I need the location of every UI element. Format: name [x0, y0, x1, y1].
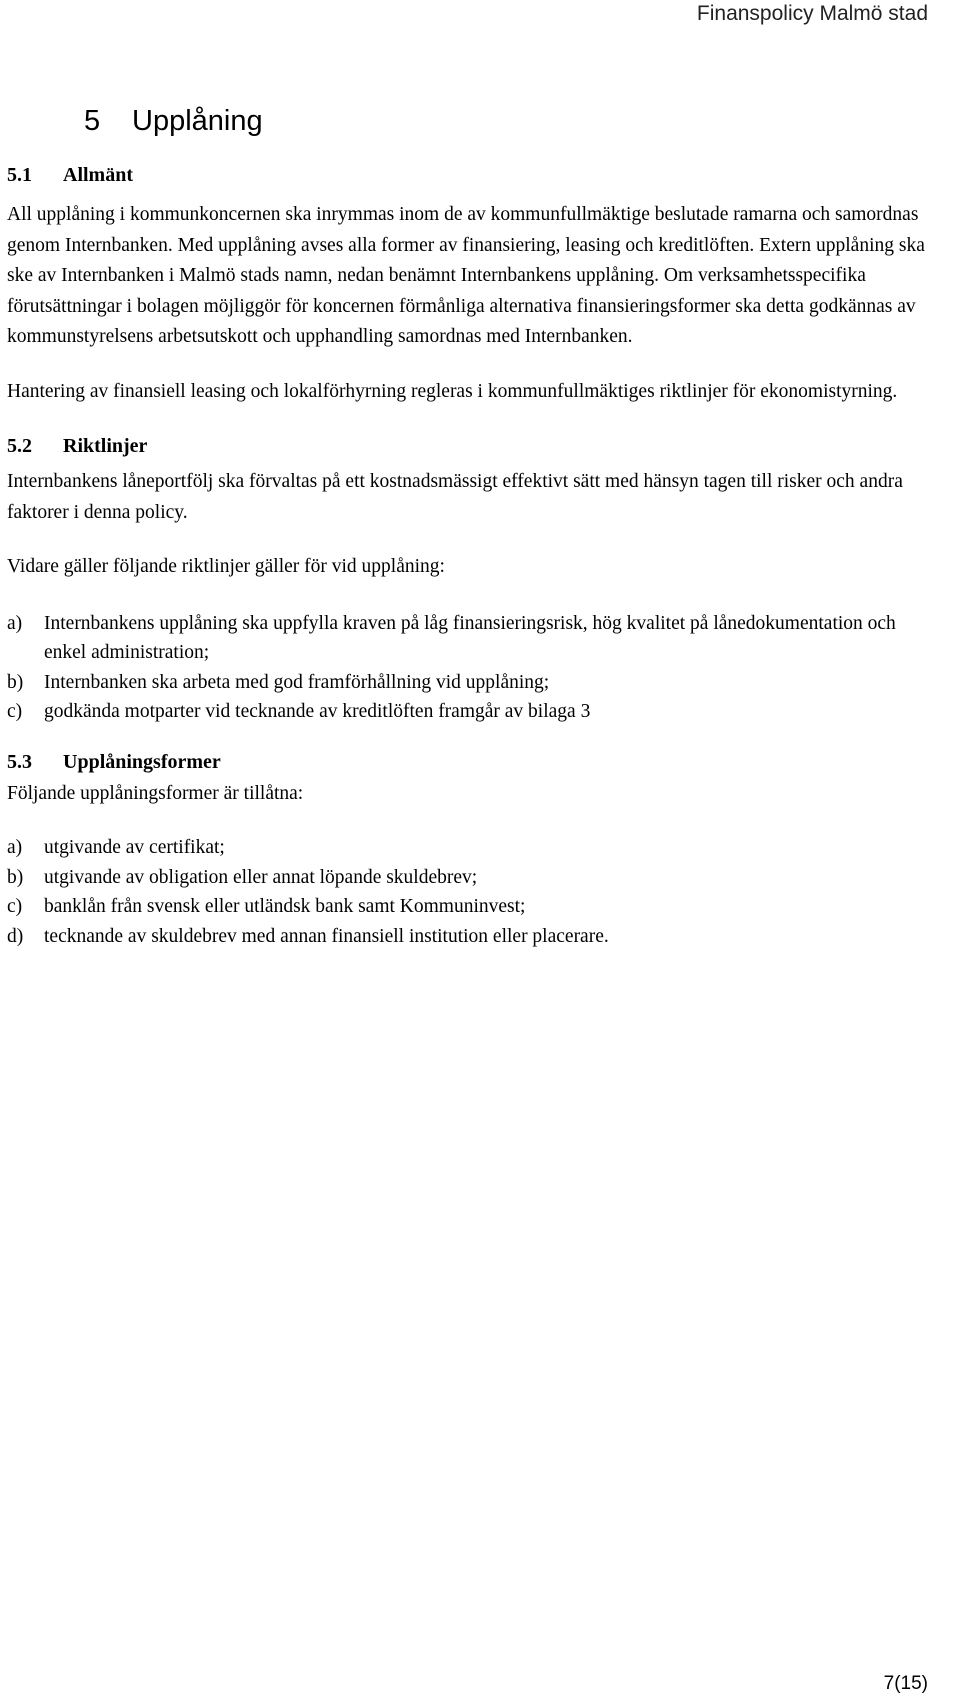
list-item-text: banklån från svensk eller utländsk bank samt Kommuninvest;	[44, 896, 526, 917]
page-header: Finanspolicy Malmö stad	[696, 2, 928, 25]
list-marker: a)	[7, 837, 23, 858]
list-marker: c)	[7, 896, 23, 917]
page-number: 7(15)	[883, 1673, 928, 1694]
section-heading-allmant	[7, 160, 942, 190]
paragraph: Vidare gäller följande riktlinjer gäller för vid upplåning:	[7, 556, 445, 577]
list-marker: b)	[7, 866, 24, 888]
paragraph: All upplåning i kommunkoncernen ska inrymmas inom de av kommunfullmäktige beslutade ramarna och samordnas genom Internbanken. Med upplåning avses alla former av finansiering, leasing och kreditlöften. Extern upplåning ska ske av Internbanken i Malmö stads namn, nedan benämnt Internbankens upplåning. Om verksamhetsspecifika förutsättningar i bolagen möjliggör för koncernen förmånliga alternativa finansieringsformer ska detta godkännas av kommunstyrelsens arbetsutskott och upphandling samordnas med Internbanken.	[7, 204, 925, 347]
paragraph: Följande upplåningsformer är tillåtna:	[7, 782, 304, 804]
list-item-text: utgivande av certifikat;	[44, 837, 225, 858]
section-title: Upplåningsformer	[63, 750, 221, 773]
section-number: 5.2	[7, 435, 32, 457]
list-item	[7, 668, 942, 698]
list-item-text: Internbankens upplåning ska uppfylla kraven på låg finansieringsrisk, hög kvalitet på lånedokumentation och enkel administration;	[44, 612, 896, 663]
section-title: Riktlinjer	[63, 435, 148, 457]
list-item	[7, 922, 942, 952]
list-item	[7, 609, 942, 668]
paragraph: Hantering av finansiell leasing och lokalförhyrning regleras i kommunfullmäktiges riktlinjer för ekonomistyrning.	[7, 380, 898, 402]
list-item-text: Internbanken ska arbeta med god framförhållning vid upplåning;	[44, 671, 550, 693]
list-marker: b)	[7, 671, 24, 693]
section-number: 5.1	[7, 164, 32, 186]
list-item-text: utgivande av obligation eller annat löpande skuldebrev;	[44, 866, 478, 888]
list-item-text: godkända motparter vid tecknande av kreditlöften framgår av bilaga 3	[44, 701, 591, 722]
list-marker: a)	[7, 612, 23, 634]
list-marker: c)	[7, 701, 23, 722]
list-item	[7, 833, 942, 863]
paragraph: Internbankens låneportfölj ska förvaltas på ett kostnadsmässigt effektivt sätt med hänsyn tagen till risker och andra faktorer i denna policy.	[7, 471, 903, 523]
section-heading-upplaningsformer	[7, 747, 942, 777]
list-item	[7, 892, 942, 922]
guideline-list	[7, 609, 942, 727]
chapter-number: 5	[84, 105, 101, 137]
section-heading-riktlinjer	[7, 431, 942, 461]
list-marker: d)	[7, 925, 24, 947]
section-number: 5.3	[7, 750, 32, 773]
borrowing-forms-list	[7, 833, 942, 951]
list-item	[7, 863, 942, 893]
document-body	[7, 160, 942, 951]
chapter-title-text: Upplåning	[132, 105, 263, 137]
section-title: Allmänt	[63, 164, 133, 186]
chapter-title	[84, 104, 263, 138]
list-item-text: tecknande av skuldebrev med annan finansiell institution eller placerare.	[44, 925, 609, 947]
list-item	[7, 697, 942, 727]
